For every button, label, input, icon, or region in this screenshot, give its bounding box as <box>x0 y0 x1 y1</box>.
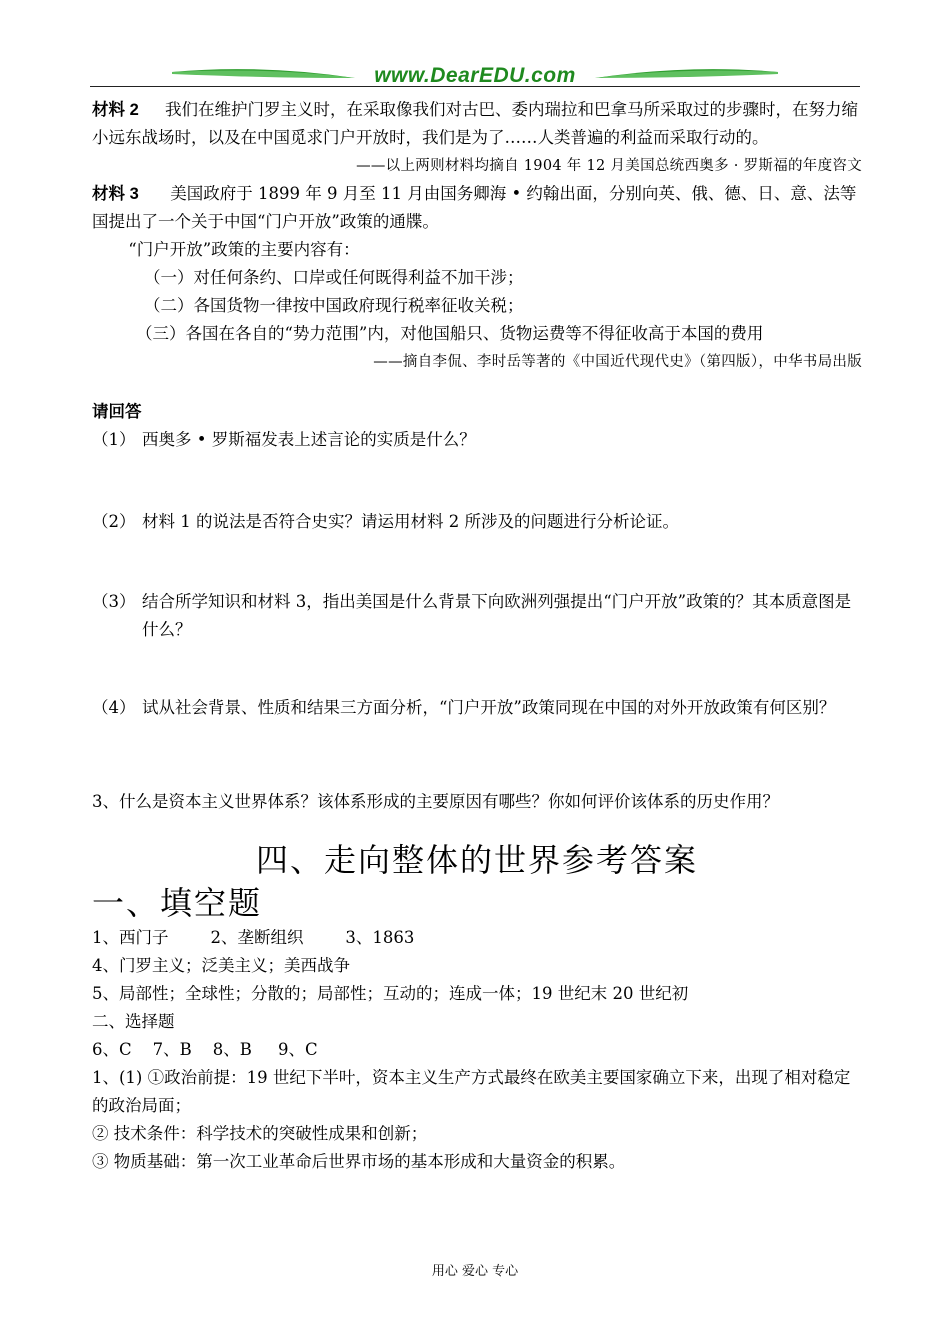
answer-section-title: 四、走向整体的世界参考答案 <box>255 841 698 879</box>
question-1-number: （1） <box>92 430 136 449</box>
question-3-text: 结合所学知识和材料 3，指出美国是什么背景下向欧洲列强提出“门户开放”政策的？其本质意图是什么？ <box>142 592 852 639</box>
site-url-logo: www.DearEDU.com <box>374 64 576 87</box>
question-4 <box>92 694 862 722</box>
material-3-item-3: （三）各国在各自的“势力范围”内，对他国船只、货物运费等不得征收高于本国的费用 <box>136 324 764 343</box>
material-2-text-line1: 我们在维护门罗主义时，在采取像我们对古巴、委内瑞拉和巴拿马所采取过的步骤 <box>165 100 759 119</box>
material-3-item-2: （二）各国货物一律按中国政府现行税率征收关税； <box>144 296 524 315</box>
essay-question-3: 3、什么是资本主义世界体系？该体系形成的主要原因有哪些？你如何评价该体系的历史作用？ <box>92 792 779 811</box>
material-2-label: 材料 2 <box>92 101 139 119</box>
page-footer: 用心 爱心 专心 <box>431 1264 519 1279</box>
question-2-number: （2） <box>92 512 136 531</box>
material-3-item-1: （一）对任何条约、口岸或任何既得利益不加干涉； <box>144 268 524 287</box>
question-1 <box>92 426 862 454</box>
question-2-text: 材料 1 的说法是否符合史实？请运用材料 2 所涉及的问题进行分析论证。 <box>142 512 679 531</box>
fill-answer-line-3: 5、局部性；全球性；分散的；局部性；互动的；连成一体；19 世纪末 20 世纪初 <box>92 984 689 1003</box>
material-3-text: 美国政府于 1899 年 9 月至 11 月由国务卿海 • 约翰出面，分别向英、俄、德、日、意、法等国提出了一个关于中国“门户开放”政策的通牒。 <box>92 184 857 231</box>
choice-heading: 二、选择题 <box>92 1012 175 1031</box>
question-2 <box>92 508 862 536</box>
material-3-paragraph <box>92 180 862 236</box>
material-2-source: ——以上两则材料均摘自 1904 年 12 月美国总统西奥多 · 罗斯福的年度咨文 <box>356 158 862 174</box>
essay-answer-line-3: ③ 物质基础：第一次工业革命后世界市场的基本形成和大量资金的积累。 <box>92 1152 626 1171</box>
material-3-intro: “门户开放”政策的主要内容有： <box>128 240 360 259</box>
header-divider <box>90 86 860 87</box>
answer-prompt: 请回答 <box>92 403 142 421</box>
document-body <box>92 96 862 1176</box>
question-4-text: 试从社会背景、性质和结果三方面分析，“门户开放”政策同现在中国的对外开放政策有何区别？ <box>142 698 836 717</box>
question-4-number: （4） <box>92 698 136 717</box>
material-3-source: ——摘自李侃、李时岳等著的《中国近代现代史》（第四版），中华书局出版 <box>373 354 862 370</box>
fill-answer-line-1: 1、西门子 2、垄断组织 3、1863 <box>92 928 415 947</box>
fill-answer-line-2: 4、门罗主义；泛美主义；美西战争 <box>92 956 350 975</box>
material-2-text-rest: 时，在努力缩小远东战场时，以及在中国觅求门户开放时，我们是为了……人类普遍的利益而采取行动的。 <box>92 100 858 147</box>
essay-answer-line-1: 1、(1) ①政治前提：19 世纪下半叶，资本主义生产方式最终在欧美主要国家确立下来，出现了相对稳定的政治局面； <box>92 1068 851 1115</box>
question-3-number: （3） <box>92 592 136 611</box>
fill-blank-heading: 一、填空题 <box>92 884 263 922</box>
material-3-label: 材料 3 <box>92 185 139 203</box>
question-3 <box>92 588 862 644</box>
choice-answer-line: 6、C 7、B 8、B 9、C <box>92 1040 318 1059</box>
essay-answer-line-2: ② 技术条件：科学技术的突破性成果和创新； <box>92 1124 428 1143</box>
question-1-text: 西奥多 • 罗斯福发表上述言论的实质是什么？ <box>142 430 476 449</box>
material-2-paragraph <box>92 96 862 152</box>
